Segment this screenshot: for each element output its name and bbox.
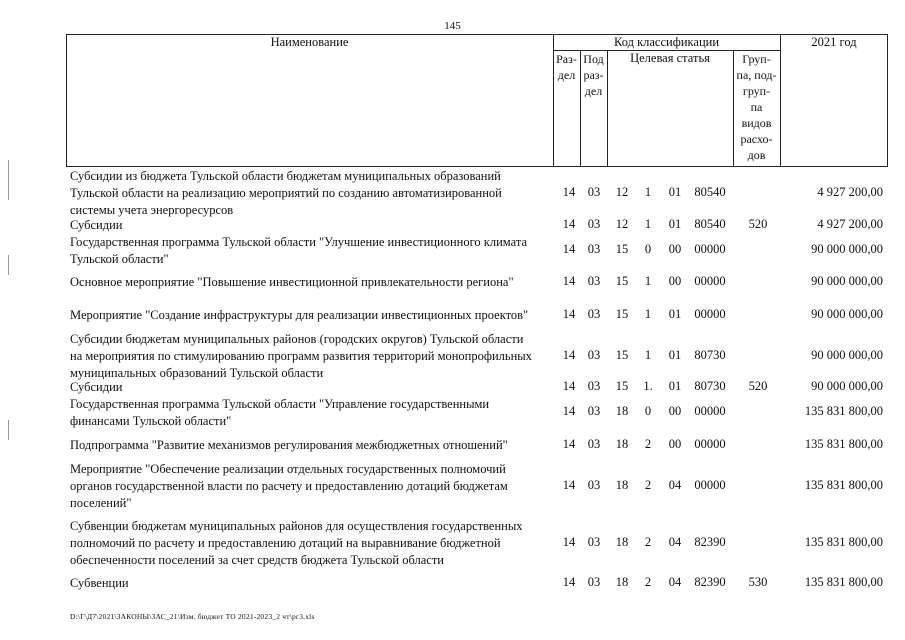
row-name: Субсидии xyxy=(70,380,123,394)
row-name: Субсидии xyxy=(70,218,123,232)
row-amount: 4 927 200,00 xyxy=(817,185,883,199)
row-amount: 4 927 200,00 xyxy=(817,217,883,231)
row-code-r: 14 xyxy=(562,217,576,231)
row-code-c1: 18 xyxy=(615,535,629,549)
row-code-c3: 04 xyxy=(668,575,682,589)
row-code-c2: 1 xyxy=(644,348,652,362)
row-amount: 90 000 000,00 xyxy=(811,348,883,362)
row-code-c3: 04 xyxy=(668,535,682,549)
row-code-c3: 01 xyxy=(668,379,682,393)
row-code-r: 14 xyxy=(562,575,576,589)
row-code-c2: 0 xyxy=(644,242,652,256)
row-code-pr: 03 xyxy=(587,274,601,288)
row-code-c4: 00000 xyxy=(694,478,726,492)
row-code-r: 14 xyxy=(562,379,576,393)
row-name: Субсидии бюджетам муниципальных районов (городских округов) Тульской области на мероприятия по стимулированию программ развития территорий монопрофильных муниципальных образований Тульской области xyxy=(70,332,532,380)
row-name: Подпрограмма "Развитие механизмов регулирования межбюджетных отношений" xyxy=(70,438,508,452)
row-code-pr: 03 xyxy=(587,437,601,451)
row-code-c4: 00000 xyxy=(694,404,726,418)
row-code-pr: 03 xyxy=(587,307,601,321)
row-code-c3: 01 xyxy=(668,307,682,321)
row-amount: 135 831 800,00 xyxy=(804,404,883,418)
row-name: Мероприятие "Создание инфраструктуры для реализации инвестиционных проектов" xyxy=(70,308,529,322)
row-code-c4: 80730 xyxy=(694,379,726,393)
row-code-r: 14 xyxy=(562,348,576,362)
row-code-r: 14 xyxy=(562,535,576,549)
row-code-c4: 00000 xyxy=(694,274,726,288)
row-name: Субвенции xyxy=(70,576,129,590)
row-code-c2: 1 xyxy=(644,274,652,288)
header-group: Груп- па, под- груп- па видов расхо- дов xyxy=(736,52,777,162)
row-code-pr: 03 xyxy=(587,478,601,492)
row-code-grp: 530 xyxy=(748,575,768,589)
row-code-c1: 15 xyxy=(615,348,629,362)
page-number: 145 xyxy=(444,20,461,32)
header-name: Наименование xyxy=(270,35,349,49)
header-target: Целевая статья xyxy=(630,51,710,65)
row-code-pr: 03 xyxy=(587,242,601,256)
row-code-pr: 03 xyxy=(587,575,601,589)
row-amount: 135 831 800,00 xyxy=(804,535,883,549)
row-amount: 135 831 800,00 xyxy=(804,575,883,589)
sidebar-mark xyxy=(8,255,9,275)
row-code-pr: 03 xyxy=(587,404,601,418)
row-code-c2: 2 xyxy=(644,478,652,492)
sidebar-mark xyxy=(8,160,9,200)
row-code-pr: 03 xyxy=(587,379,601,393)
row-name: Основное мероприятие "Повышение инвестиционной привлекательности региона" xyxy=(70,275,514,289)
row-code-c1: 18 xyxy=(615,575,629,589)
row-name: Субсидии из бюджета Тульской области бюджетам муниципальных образований Тульской области на реализацию мероприятий по созданию автоматизированной системы учета энергоресурсов xyxy=(70,169,502,217)
row-code-c1: 18 xyxy=(615,404,629,418)
row-code-pr: 03 xyxy=(587,185,601,199)
row-code-r: 14 xyxy=(562,437,576,451)
row-code-c4: 00000 xyxy=(694,242,726,256)
row-code-c4: 80540 xyxy=(694,217,726,231)
row-amount: 90 000 000,00 xyxy=(811,379,883,393)
row-name: Государственная программа Тульской области "Улучшение инвестиционного климата Тульской области" xyxy=(70,235,527,266)
row-amount: 135 831 800,00 xyxy=(804,437,883,451)
row-code-c1: 12 xyxy=(615,185,629,199)
row-code-pr: 03 xyxy=(587,348,601,362)
row-code-c2: 2 xyxy=(644,535,652,549)
row-code-c1: 18 xyxy=(615,437,629,451)
row-code-c2: 1 xyxy=(644,217,652,231)
row-amount: 90 000 000,00 xyxy=(811,307,883,321)
row-code-c3: 00 xyxy=(668,274,682,288)
row-code-c3: 04 xyxy=(668,478,682,492)
row-code-c3: 00 xyxy=(668,437,682,451)
header-razdel: Раз- дел xyxy=(556,52,577,82)
row-code-r: 14 xyxy=(562,242,576,256)
row-code-c2: 1 xyxy=(644,307,652,321)
row-amount: 90 000 000,00 xyxy=(811,274,883,288)
row-code-pr: 03 xyxy=(587,217,601,231)
sidebar-mark xyxy=(8,420,9,440)
row-code-c1: 15 xyxy=(615,242,629,256)
row-code-c3: 00 xyxy=(668,404,682,418)
row-code-grp: 520 xyxy=(748,379,768,393)
row-name: Мероприятие "Обеспечение реализации отдельных государственных полномочий органов государственной власти по расчету и предоставлению дотаций бюджетам поселений" xyxy=(70,462,508,510)
row-code-c2: 2 xyxy=(644,437,652,451)
row-code-c2: 2 xyxy=(644,575,652,589)
row-code-c3: 01 xyxy=(668,185,682,199)
row-code-r: 14 xyxy=(562,185,576,199)
row-code-grp: 520 xyxy=(748,217,768,231)
row-code-c1: 15 xyxy=(615,274,629,288)
row-code-r: 14 xyxy=(562,274,576,288)
row-code-c4: 82390 xyxy=(694,535,726,549)
row-code-c3: 01 xyxy=(668,217,682,231)
row-code-r: 14 xyxy=(562,478,576,492)
row-code-c4: 80730 xyxy=(694,348,726,362)
row-code-c1: 18 xyxy=(615,478,629,492)
row-code-c3: 01 xyxy=(668,348,682,362)
header-year: 2021 год xyxy=(811,35,857,49)
header-podrazdel: Под раз- дел xyxy=(583,52,604,98)
row-code-c4: 80540 xyxy=(694,185,726,199)
row-code-c1: 12 xyxy=(615,217,629,231)
row-name: Субвенции бюджетам муниципальных районов для осуществления государственных полномочий по расчету и предоставлению дотаций на выравнивание бюджетной обеспеченности поселений за счет средств бюджета Тульской области xyxy=(70,519,523,567)
row-code-c2: 1. xyxy=(643,379,653,393)
row-amount: 90 000 000,00 xyxy=(811,242,883,256)
row-code-c4: 82390 xyxy=(694,575,726,589)
row-amount: 135 831 800,00 xyxy=(804,478,883,492)
row-code-c2: 1 xyxy=(644,185,652,199)
row-code-r: 14 xyxy=(562,404,576,418)
row-code-c4: 00000 xyxy=(694,307,726,321)
row-code-c1: 15 xyxy=(615,307,629,321)
row-code-c2: 0 xyxy=(644,404,652,418)
header-code: Код классификации xyxy=(613,35,720,49)
row-code-c1: 15 xyxy=(615,379,629,393)
row-name: Государственная программа Тульской области "Управление государственными финансами Тульской области" xyxy=(70,397,490,428)
row-code-c4: 00000 xyxy=(694,437,726,451)
row-code-r: 14 xyxy=(562,307,576,321)
file-path-footer: D:\Г\Д7\2021\ЗАКОНЫ\ЗАС_21\Изм. бюджет ТО 2021-2023_2 чт\рг3.xls xyxy=(70,612,315,621)
row-code-c3: 00 xyxy=(668,242,682,256)
row-code-pr: 03 xyxy=(587,535,601,549)
